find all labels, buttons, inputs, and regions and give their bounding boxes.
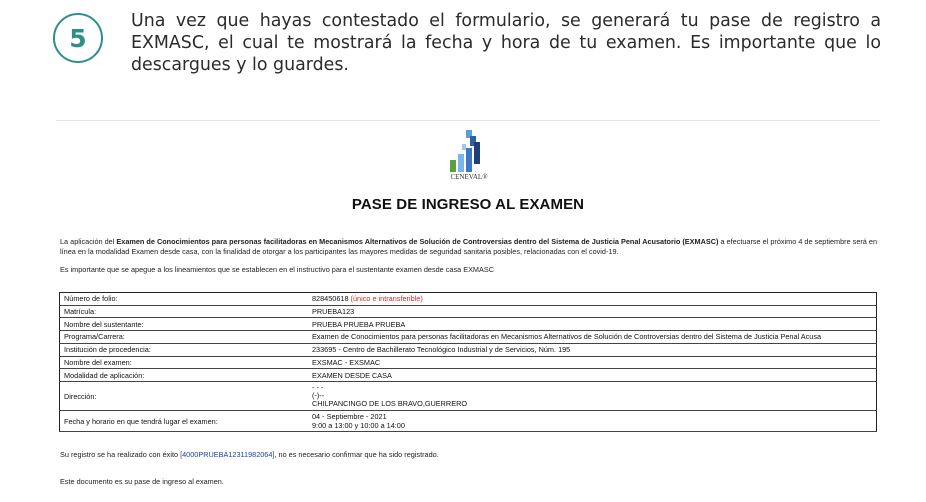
guidelines-note: Es importante que se apegue a los lineamientos que se establecen en el instructivo para el sustentante examen desde casa EXMASC [60, 265, 495, 274]
registration-code: [4000PRUEBA12311982064] [180, 450, 275, 459]
address-row [60, 382, 877, 411]
row-label: Número de folio: [60, 293, 309, 306]
intro-paragraph: La aplicación del Examen de Conocimientos para personas facilitadoras en Mecanismos Alternativos de Solución de Controversias dentro del Sistema de Justicia Penal Acusatorio (EXMASC) a efectuarse el próximo 4 de septiembre será en línea en la modalidad Examen desde casa, con la finalidad de otorgar a los participantes las mayores medidas de seguridad sanitaria posibles, relacionadas con el covid-19. [60, 237, 878, 256]
row-value: Examen de Conocimientos para personas facilitadoras en Mecanismos Alternativos de Solución de Controversias dentro del Sistema de Justicia Penal Acusa [308, 331, 877, 344]
table-row [60, 356, 877, 369]
registration-info-table [59, 292, 877, 432]
address-value: - - - (-)-- CHILPANCINGO DE LOS BRAVO,GUERRERO [308, 382, 877, 411]
table-row [60, 331, 877, 344]
folio-value: 828450618 (único e intransferible) [308, 293, 877, 306]
schedule-value: 04 - Septiembre - 2021 9:00 a 13:00 y 10:00 a 14:00 [308, 411, 877, 432]
row-value: EXAMEN DESDE CASA [308, 369, 877, 382]
table-row [60, 305, 877, 318]
row-label: Nombre del sustentante: [60, 318, 309, 331]
row-label: Nombre del examen: [60, 356, 309, 369]
row-value: PRUEBA123 [308, 305, 877, 318]
row-label: Programa/Carrera: [60, 331, 309, 344]
step-number: 5 [69, 23, 87, 53]
table-row [60, 318, 877, 331]
registration-pass-document [56, 112, 880, 502]
row-label: Fecha y horario en que tendrá lugar el examen: [60, 411, 309, 432]
document-title: PASE DE INGRESO AL EXAMEN [351, 196, 585, 213]
row-label: Institución de procedencia: [60, 343, 309, 356]
row-value: PRUEBA PRUEBA PRUEBA [308, 318, 877, 331]
row-label: Modalidad de aplicación: [60, 369, 309, 382]
table-row [60, 343, 877, 356]
ceneval-logo-text: CENEVAL® [450, 173, 488, 181]
step-instruction-text: Una vez que hayas contestado el formulario, se generará tu pase de registro a EXMASC, el cual te mostrará la fecha y hora de tu examen. Es importante que lo descargues y lo guardes. [131, 11, 881, 75]
schedule-row [60, 411, 877, 432]
step-number-badge [53, 13, 103, 63]
row-value: 233695 - Centro de Bachillerato Tecnológico Industrial y de Servicios, Núm. 195 [308, 343, 877, 356]
table-row [60, 369, 877, 382]
row-label: Dirección: [60, 382, 309, 411]
registration-success-message: Su registro se ha realizado con éxito [4000PRUEBA12311982064], no es necesario confirmar que ha sido registrado. [60, 450, 439, 459]
final-note: Este documento es su pase de ingreso al examen. [60, 477, 224, 486]
table-row [60, 293, 877, 306]
row-label: Matrícula: [60, 305, 309, 318]
document-divider [56, 120, 880, 121]
row-value: EXSMAC - EXSMAC [308, 356, 877, 369]
